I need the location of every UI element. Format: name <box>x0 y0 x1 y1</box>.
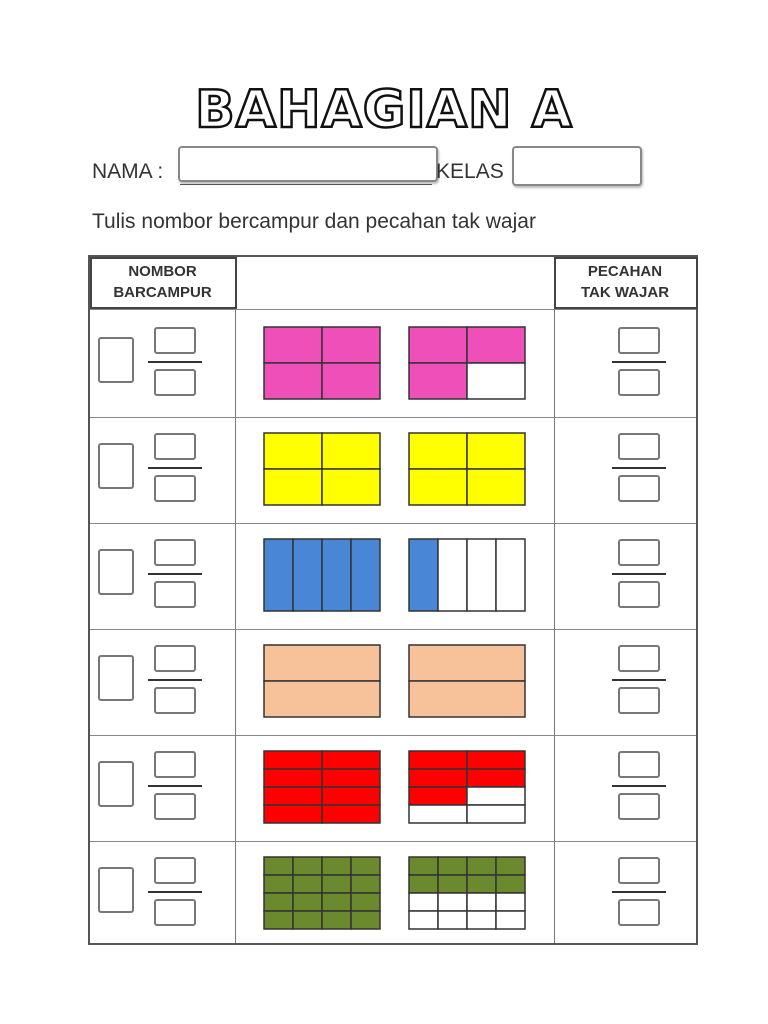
mixed-denominator-box[interactable] <box>154 793 196 820</box>
shape-part <box>409 787 467 805</box>
shape-part <box>409 645 525 681</box>
worksheet-row <box>90 523 696 629</box>
worksheet-row <box>90 311 696 417</box>
shape-part <box>351 875 380 893</box>
whole-shape <box>264 327 380 399</box>
shape-part <box>293 893 322 911</box>
shape-part <box>322 857 351 875</box>
mixed-fraction-bar <box>148 467 202 469</box>
shape-part <box>351 539 380 611</box>
shape-part <box>496 911 525 929</box>
shape-part <box>322 893 351 911</box>
shape-part <box>467 805 525 823</box>
shape-part <box>467 911 496 929</box>
shape-part <box>467 327 525 363</box>
shape-part <box>409 893 438 911</box>
partial-shape <box>409 751 525 823</box>
improper-denominator-box[interactable] <box>618 793 660 820</box>
shape-part <box>264 787 322 805</box>
shape-part <box>322 911 351 929</box>
shape-part <box>264 805 322 823</box>
shape-part <box>264 681 380 717</box>
shape-part <box>264 327 322 363</box>
improper-numerator-box[interactable] <box>618 857 660 884</box>
mixed-numerator-box[interactable] <box>154 539 196 566</box>
whole-shape <box>264 751 380 823</box>
row-divider <box>90 309 696 310</box>
mixed-numerator-box[interactable] <box>154 857 196 884</box>
shape-part <box>496 857 525 875</box>
improper-numerator-box[interactable] <box>618 645 660 672</box>
shape-part <box>322 787 380 805</box>
shape-part <box>409 539 438 611</box>
shape-part <box>496 875 525 893</box>
shape-part <box>496 539 525 611</box>
worksheet-row <box>90 735 696 841</box>
shape-part <box>264 363 322 399</box>
nama-input-box[interactable] <box>178 146 438 182</box>
shape-part <box>467 893 496 911</box>
fraction-diagram <box>236 311 556 417</box>
mixed-denominator-box[interactable] <box>154 687 196 714</box>
shape-part <box>293 875 322 893</box>
shape-part <box>409 681 525 717</box>
instruction-text: Tulis nombor bercampur dan pecahan tak wajar <box>92 210 536 233</box>
shape-part <box>467 857 496 875</box>
mixed-numerator-box[interactable] <box>154 327 196 354</box>
shape-part <box>438 875 467 893</box>
shape-part <box>438 893 467 911</box>
improper-denominator-box[interactable] <box>618 475 660 502</box>
whole-number-box[interactable] <box>98 549 134 595</box>
page-title: BAHAGIAN A <box>195 80 573 140</box>
partial-shape <box>409 433 525 505</box>
partial-shape <box>409 645 525 717</box>
header-left-line1: NOMBOR <box>128 263 197 280</box>
mixed-fraction-bar <box>148 361 202 363</box>
header-right-line1: PECAHAN <box>587 263 663 280</box>
whole-number-box[interactable] <box>98 761 134 807</box>
shape-part <box>467 469 525 505</box>
shape-part <box>264 769 322 787</box>
whole-number-box[interactable] <box>98 443 134 489</box>
shape-part <box>264 911 293 929</box>
mixed-denominator-box[interactable] <box>154 899 196 926</box>
shape-part <box>438 539 467 611</box>
improper-fraction-bar <box>612 467 666 469</box>
mixed-fraction-bar <box>148 785 202 787</box>
kelas-input-box[interactable] <box>512 146 642 186</box>
shape-part <box>322 751 380 769</box>
improper-numerator-box[interactable] <box>618 433 660 460</box>
whole-shape <box>264 645 380 717</box>
shape-part <box>467 769 525 787</box>
improper-fraction-bar <box>612 573 666 575</box>
fraction-diagram <box>236 735 556 841</box>
shape-part <box>322 875 351 893</box>
mixed-numerator-box[interactable] <box>154 751 196 778</box>
shape-part <box>322 327 380 363</box>
shape-part <box>264 893 293 911</box>
worksheet-row <box>90 629 696 735</box>
shape-part <box>264 751 322 769</box>
shape-part <box>409 751 467 769</box>
partial-shape <box>409 857 525 929</box>
shape-part <box>322 539 351 611</box>
whole-shape <box>264 539 380 611</box>
mixed-fraction-bar <box>148 679 202 681</box>
partial-shape <box>409 539 525 611</box>
fraction-diagram <box>236 523 556 629</box>
shape-part <box>264 875 293 893</box>
mixed-fraction-bar <box>148 891 202 893</box>
name-class-row <box>92 146 652 190</box>
worksheet-row <box>90 417 696 523</box>
shape-part <box>409 769 467 787</box>
shape-part <box>264 433 322 469</box>
whole-number-box[interactable] <box>98 337 134 383</box>
shape-part <box>322 433 380 469</box>
improper-denominator-box[interactable] <box>618 687 660 714</box>
shape-part <box>409 875 438 893</box>
fraction-diagram <box>236 417 556 523</box>
improper-fraction-bar <box>612 679 666 681</box>
shape-part <box>409 433 467 469</box>
mixed-denominator-box[interactable] <box>154 581 196 608</box>
whole-shape <box>264 857 380 929</box>
fraction-diagram <box>236 629 556 735</box>
nama-label: NAMA : <box>92 160 164 183</box>
mixed-numerator-box[interactable] <box>154 433 196 460</box>
shape-part <box>409 469 467 505</box>
shape-part <box>409 857 438 875</box>
shape-part <box>264 539 293 611</box>
whole-number-box[interactable] <box>98 655 134 701</box>
improper-numerator-box[interactable] <box>618 539 660 566</box>
mixed-numerator-box[interactable] <box>154 645 196 672</box>
whole-number-box[interactable] <box>98 867 134 913</box>
shape-part <box>467 751 525 769</box>
shape-part <box>409 805 467 823</box>
shape-part <box>467 787 525 805</box>
header-right-line2: TAK WAJAR <box>580 284 670 301</box>
shape-part <box>467 363 525 399</box>
partial-shape <box>409 327 525 399</box>
shape-part <box>293 911 322 929</box>
shape-part <box>322 363 380 399</box>
nama-underline <box>180 184 432 185</box>
shape-part <box>322 769 380 787</box>
mixed-denominator-box[interactable] <box>154 369 196 396</box>
shape-part <box>264 469 322 505</box>
worksheet-table <box>88 255 698 945</box>
header-left-line2: BARCAMPUR <box>113 284 212 301</box>
improper-denominator-box[interactable] <box>618 899 660 926</box>
shape-part <box>409 911 438 929</box>
shape-part <box>264 857 293 875</box>
shape-part <box>467 875 496 893</box>
shape-part <box>322 469 380 505</box>
shape-part <box>409 327 467 363</box>
shape-part <box>351 857 380 875</box>
shape-part <box>438 911 467 929</box>
kelas-label: KELAS <box>436 160 504 183</box>
improper-fraction-bar <box>612 785 666 787</box>
improper-numerator-box[interactable] <box>618 751 660 778</box>
shape-part <box>293 539 322 611</box>
improper-denominator-box[interactable] <box>618 581 660 608</box>
header-nombor-bercampur <box>90 261 235 303</box>
improper-fraction-bar <box>612 361 666 363</box>
shape-part <box>467 433 525 469</box>
improper-denominator-box[interactable] <box>618 369 660 396</box>
shape-part <box>496 893 525 911</box>
improper-fraction-bar <box>612 891 666 893</box>
shape-part <box>351 893 380 911</box>
shape-part <box>438 857 467 875</box>
mixed-fraction-bar <box>148 573 202 575</box>
worksheet-row <box>90 841 696 947</box>
fraction-diagram <box>236 841 556 947</box>
whole-shape <box>264 433 380 505</box>
shape-part <box>467 539 496 611</box>
shape-part <box>351 911 380 929</box>
improper-numerator-box[interactable] <box>618 327 660 354</box>
shape-part <box>264 645 380 681</box>
header-pecahan-tak-wajar <box>554 261 696 303</box>
shape-part <box>322 805 380 823</box>
shape-part <box>293 857 322 875</box>
shape-part <box>409 363 467 399</box>
mixed-denominator-box[interactable] <box>154 475 196 502</box>
